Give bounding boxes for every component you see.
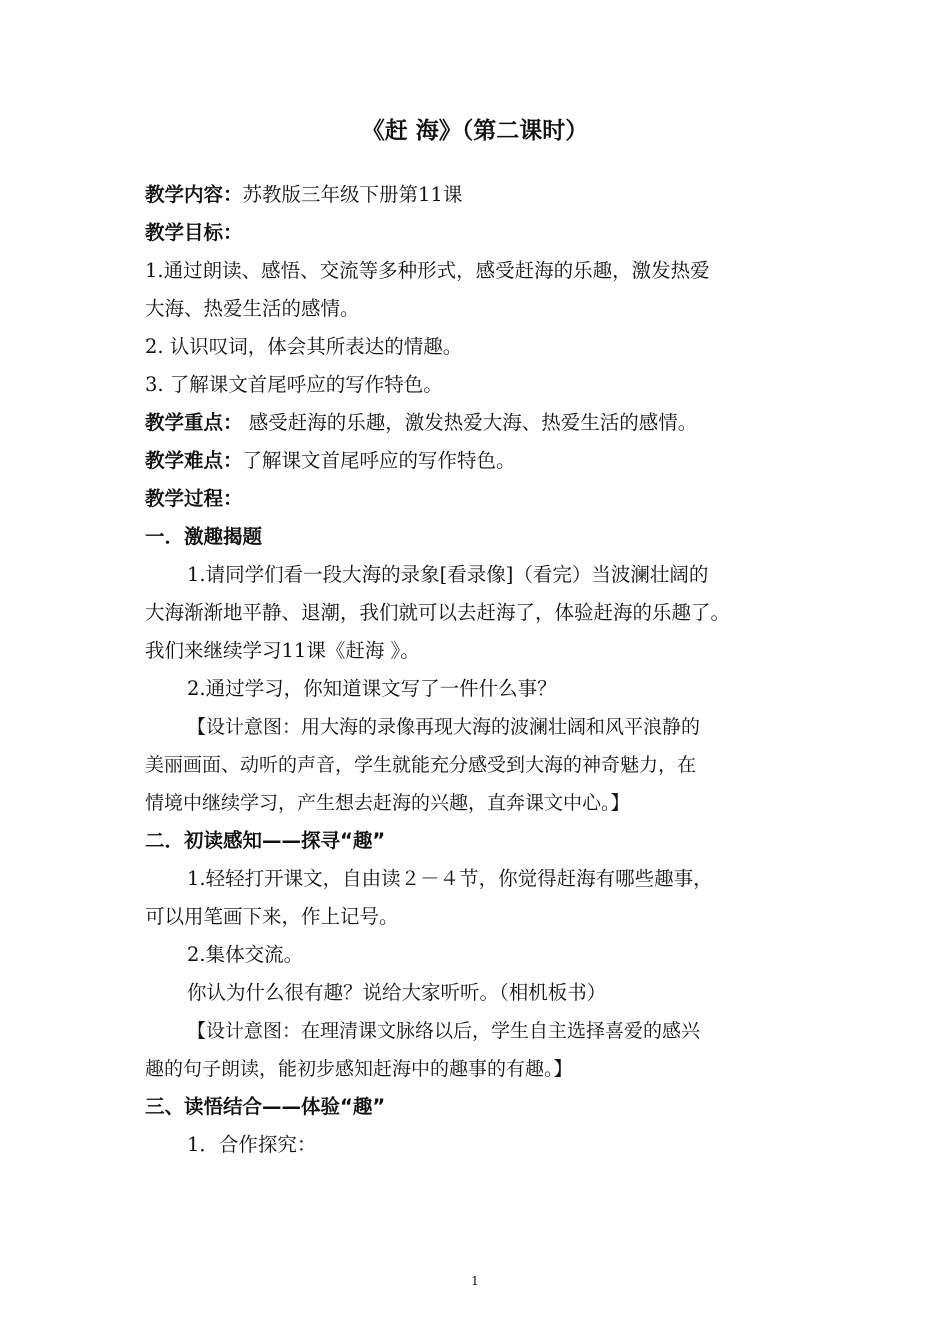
s2-para-2: 2.集体交流。 [187, 943, 304, 966]
document-title: 《赶 海》（第二课时） [361, 118, 589, 144]
goal-3: 3. 了解课文首尾呼应的写作特色。 [145, 373, 443, 396]
goal-2: 2. 认识叹词，体会其所表达的情趣。 [145, 335, 463, 358]
difficulty [145, 447, 516, 475]
s2-design-line-1: 【设计意图：在理清课文脉络以后，学生自主选择喜爱的感兴 [187, 1020, 701, 1042]
section-2-heading: 二．初读感知——探寻“趣” [145, 829, 386, 852]
s1-para-1-line-2: 大海渐渐地平静、退潮，我们就可以去赶海了，体验赶海的乐趣了。 [145, 601, 731, 624]
key-point-label: 教学重点： [145, 411, 243, 434]
s1-design-line-3: 情境中继续学习，产生想去赶海的兴趣，直奔课文中心。】 [145, 792, 630, 814]
s1-design-line-2: 美丽画面、动听的声音，学生就能充分感受到大海的神奇魅力，在 [145, 754, 697, 776]
s1-design-line-1: 【设计意图：用大海的录像再现大海的波澜壮阔和风平浪静的 [187, 716, 701, 738]
key-point [145, 409, 697, 437]
section-3-heading: 三、读悟结合——体验“趣” [145, 1095, 386, 1118]
goals-label: 教学目标： [145, 221, 243, 244]
section-1-heading: 一．激趣揭题 [145, 525, 263, 548]
goal-1-line-1: 1.通过朗读、感悟、交流等多种形式，感受赶海的乐趣，激发热爱 [145, 259, 710, 282]
teaching-content-text: 苏教版三年级下册第11课 [242, 183, 463, 206]
difficulty-label: 教学难点： [145, 449, 243, 472]
s1-para-1-line-3: 我们来继续学习11课《赶海 》。 [145, 639, 420, 662]
s1-para-1-line-1: 1.请同学们看一段大海的录象[看录像]（看完）当波澜壮阔的 [187, 563, 709, 586]
key-point-text: 感受赶海的乐趣，激发热爱大海、热爱生活的感情。 [242, 411, 698, 434]
teaching-content-label: 教学内容： [145, 183, 243, 206]
s3-para-1: 1．合作探究： [187, 1133, 317, 1156]
page-number: 1 [471, 1274, 479, 1288]
process-label: 教学过程： [145, 487, 243, 510]
goal-1-line-2: 大海、热爱生活的感情。 [145, 297, 360, 320]
teaching-content [145, 181, 462, 209]
s2-para-1-line-1: 1.轻轻打开课文，自由读２－４节，你觉得赶海有哪些趣事， [187, 867, 713, 890]
s2-para-1-line-2: 可以用笔画下来，作上记号。 [145, 905, 399, 928]
s2-para-3: 你认为什么很有趣？说给大家听听。（相机板书） [187, 981, 607, 1004]
s2-design-line-2: 趣的句子朗读，能初步感知赶海中的趣事的有趣。】 [145, 1058, 573, 1080]
difficulty-text: 了解课文首尾呼应的写作特色。 [242, 449, 516, 472]
s1-para-2: 2.通过学习，你知道课文写了一件什么事？ [187, 677, 557, 700]
